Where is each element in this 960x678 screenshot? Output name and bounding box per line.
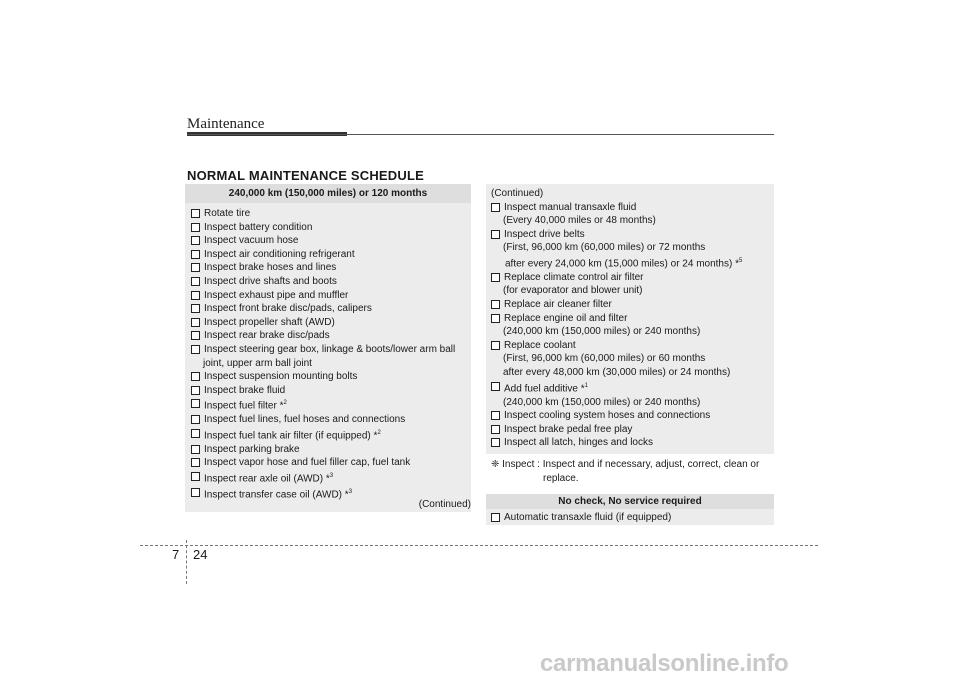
list-item-detail: (240,000 km (150,000 miles) or 240 months) [503, 396, 701, 408]
chapter-number: 7 [172, 547, 180, 562]
list-item: Inspect brake hoses and lines [191, 261, 471, 275]
list-item: Inspect propeller shaft (AWD) [191, 316, 471, 330]
list-item: Inspect drive shafts and boots [191, 275, 471, 289]
checkbox-icon [191, 429, 200, 438]
checkbox-icon [191, 488, 200, 497]
checkbox-icon [191, 445, 200, 454]
list-item: Inspect front brake disc/pads, calipers [191, 302, 471, 316]
list-item: Inspect exhaust pipe and muffler [191, 289, 471, 303]
footnote-mark: 2 [283, 400, 287, 407]
inspect-note [486, 458, 774, 485]
list-item: Inspect manual transaxle fluid [491, 201, 774, 215]
checkbox-icon [491, 382, 500, 391]
checkbox-icon [191, 331, 200, 340]
list-item: Replace air cleaner filter [491, 298, 774, 312]
continued-label: (Continued) [491, 188, 544, 199]
checkbox-icon [191, 304, 200, 313]
checkbox-icon [491, 273, 500, 282]
interval-item-list [185, 203, 471, 502]
footnote-mark: 3 [329, 472, 334, 479]
continued-label: (Continued) [418, 499, 471, 510]
checkbox-icon [191, 291, 200, 300]
list-item: Inspect fuel filter *$^2$ [191, 397, 471, 413]
interval-panel [185, 184, 471, 512]
checkbox-icon [191, 209, 200, 218]
checkbox-icon [491, 513, 500, 522]
list-item: Automatic transaxle fluid (if equipped) [486, 509, 774, 525]
checkbox-icon [491, 438, 500, 447]
list-item: Inspect air conditioning refrigerant [191, 248, 471, 262]
footer-divider [140, 545, 818, 546]
list-item-detail: (Every 40,000 miles or 48 months) [503, 215, 656, 227]
checkbox-icon [491, 300, 500, 309]
list-item: Inspect drive belts [491, 228, 774, 242]
interval-heading: 240,000 km (150,000 miles) or 120 months [185, 184, 471, 203]
checkbox-icon [191, 399, 200, 408]
list-item: Add fuel additive *$^1$ [491, 380, 774, 396]
list-item: Replace coolant [491, 339, 774, 353]
list-item: Inspect parking brake [191, 443, 471, 457]
list-item-detail: (for evaporator and blower unit) [503, 285, 643, 297]
list-item: Inspect steering gear box, linkage & boots/lower arm ball [191, 343, 471, 357]
list-item-detail: (240,000 km (150,000 miles) or 240 months) [503, 326, 701, 338]
checkbox-icon [191, 277, 200, 286]
checkbox-icon [191, 236, 200, 245]
continued-panel [486, 184, 774, 454]
list-item: Rotate tire [191, 207, 471, 221]
list-item: Inspect battery condition [191, 221, 471, 235]
list-item: Replace climate control air filter [491, 271, 774, 285]
list-item: Inspect transfer case oil (AWD) *$^3$ [191, 486, 471, 502]
no-check-heading: No check, No service required [486, 494, 774, 509]
footer-divider-vertical [186, 540, 187, 584]
list-item-continuation: joint, upper arm ball joint [203, 357, 312, 369]
footnote-mark: 3 [348, 488, 353, 495]
checkbox-icon [191, 318, 200, 327]
checkbox-icon [191, 263, 200, 272]
list-item-detail: after every 48,000 km (30,000 miles) or 24 months) [503, 367, 731, 379]
list-item-detail: (First, 96,000 km (60,000 miles) or 60 months [503, 353, 706, 365]
checkbox-icon [191, 223, 200, 232]
footnote-mark: 1 [584, 382, 588, 389]
checkbox-icon [491, 230, 500, 239]
list-item: Inspect cooling system hoses and connections [491, 409, 774, 423]
checkbox-icon [191, 386, 200, 395]
list-item-detail: (First, 96,000 km (60,000 miles) or 72 months [503, 242, 706, 254]
checkbox-icon [491, 341, 500, 350]
checkbox-icon [191, 472, 200, 481]
inspect-note-line: ❈ Inspect : Inspect and if necessary, adjust, correct, clean or [491, 459, 760, 470]
section-title: Maintenance [187, 116, 265, 132]
page-number: 24 [193, 547, 208, 562]
checkbox-icon [491, 203, 500, 212]
list-item: Inspect brake fluid [191, 384, 471, 398]
list-item: Inspect vacuum hose [191, 234, 471, 248]
list-item: Inspect fuel lines, fuel hoses and connections [191, 413, 471, 427]
list-item: Inspect fuel tank air filter (if equipped) *$^2$ [191, 427, 471, 443]
list-item: Inspect brake pedal free play [491, 423, 774, 437]
header-rule [187, 134, 774, 135]
list-item: Replace engine oil and filter [491, 312, 774, 326]
list-item-detail: after every 24,000 km (15,000 miles) or 24 months) *$^5$ [505, 257, 743, 270]
no-check-panel [486, 494, 774, 525]
checkbox-icon [191, 415, 200, 424]
checkbox-icon [191, 372, 200, 381]
footnote-mark: 5 [739, 257, 743, 264]
list-item: Inspect rear axle oil (AWD) *$^3$ [191, 470, 471, 486]
list-item: Inspect rear brake disc/pads [191, 329, 471, 343]
list-item: Inspect vapor hose and fuel filler cap, fuel tank [191, 456, 471, 470]
watermark: carmanualsonline.info [540, 650, 789, 677]
checkbox-icon [491, 411, 500, 420]
checkbox-icon [191, 345, 200, 354]
checkbox-icon [191, 458, 200, 467]
list-item: Inspect suspension mounting bolts [191, 370, 471, 384]
footnote-mark: 2 [377, 429, 381, 436]
inspect-note-line: replace. [543, 472, 579, 484]
schedule-heading: NORMAL MAINTENANCE SCHEDULE [187, 168, 424, 183]
checkbox-icon [191, 250, 200, 259]
checkbox-icon [491, 425, 500, 434]
checkbox-icon [491, 314, 500, 323]
list-item: Inspect all latch, hinges and locks [491, 436, 774, 450]
